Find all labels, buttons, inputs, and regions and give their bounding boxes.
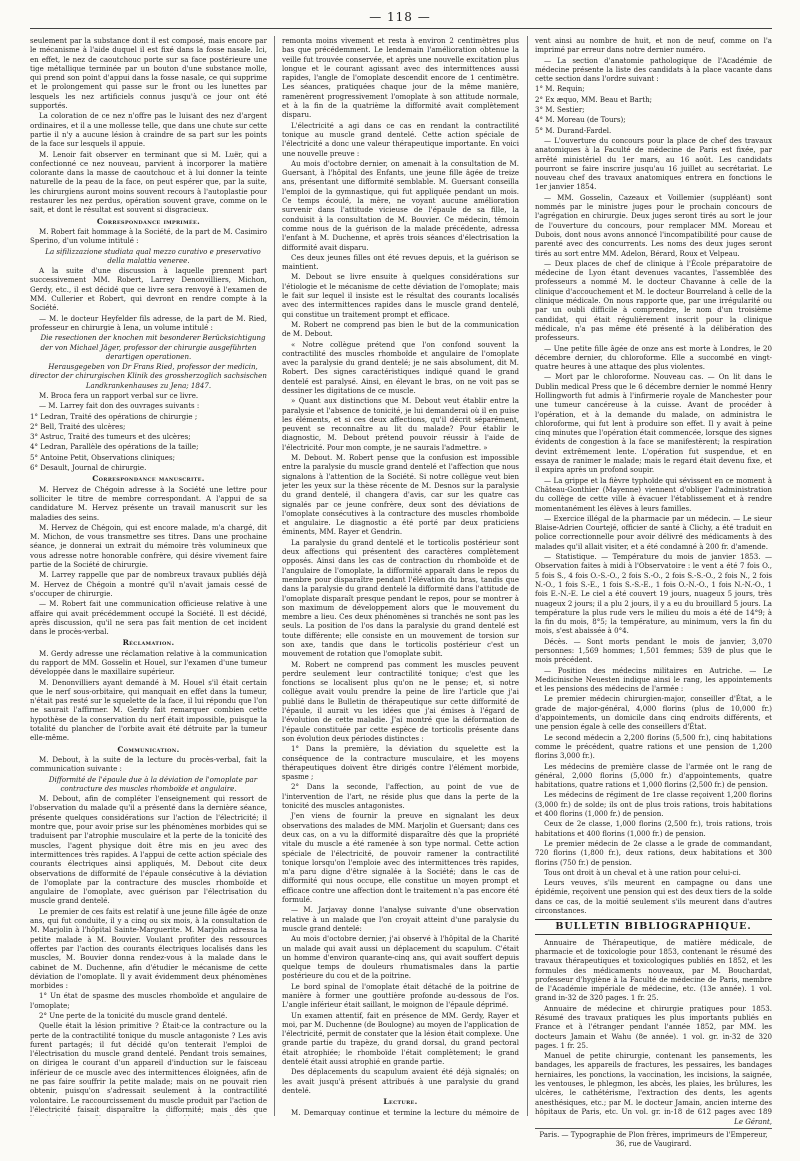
gerant-signature: Le Gérant, xyxy=(734,1118,772,1126)
book-title: La sifilizzazione studiata qual mezzo curativo e preservativo della malattia veneree. xyxy=(45,246,261,265)
paragraph: M. Hervez de Chégoin, qui est encore malade, m'a chargé, dit M. Michon, de vous transmettre ses titres. Dans une prochaine séance, je donnerai un extrait du mémoire très volumineux que vous adresse notre honorable confrère, qui désire vivement faire partie de la Société de chirurgie. xyxy=(30,522,267,570)
list-item: 5° M. Durand-Fardel. xyxy=(535,125,612,135)
paragraph: M. Lenoir fait observer en terminant que si M. Luër, qui a confectionné ce nez nouveau, parvient à incorporer la matière colorante dans la masse de caoutchouc et à lui donner la teinte naturelle de la peau de la face, on peut espérer que, par la suite, les chirurgiens auront moins souvent recours à l'autoplastie pour restaurer les nez perdus, opération souvent grave, comme on le sait, et dont le résultat est souvent si disgracieux. xyxy=(30,149,267,215)
bulletin-heading: BULLETIN BIBLIOGRAPHIQUE. xyxy=(535,919,772,934)
paragraph: M. Demarquay continue et termine la lecture du mémoire de xyxy=(291,1107,519,1116)
paragraph: 1° Dans la première, la déviation du squelette est la conséquence de la contracture musculaire, et les moyens thérapeutiques doivent être dirigés contre l'élément morbide, spasme ; xyxy=(282,744,519,782)
paragraph: — M. Robert fait une communication officieuse relative à une affaire qui avait précédemment occupé la Société. Il est décidé, après discussion, qu'il ne sera pas fait mention de cet incident dans le procès-verbal. xyxy=(30,599,267,637)
paragraph: 2° Une perte de la tonicité du muscle grand dentelé. xyxy=(39,1010,228,1020)
paragraph: A la suite d'une discussion à laquelle prennent part successivement MM. Robert, Larrey Denonvilliers, Michon, Gerdy, etc., il est décidé que ce livre sera renvoyé à l'examen de MM. Cullerier et Robert, qui devront en rendre compte à la Société. xyxy=(30,266,267,313)
paragraph: « Notre collègue prétend que l'on confond souvent la contractilité des muscles rhomboïde et angulaire de l'omoplate avec la paralysie du grand dentelé; je ne sais absolument, dit M. Robert. Des signes caractéristiques indiqué quand le grand dentelé est paralysé. Ainsi, en élevant le bras, on ne voit pas se dessiner les digitations de ce muscle. xyxy=(282,339,519,395)
paragraph: — Deux places de chef de clinique à l'École préparatoire de médecine de Lyon étant devenues vacantes, l'assemblée des professeurs a nommé M. le docteur Chavanne à celle de la clinique d'accouchement et M. le docteur Bourreland à celle de la clinique médicale. On nous rapporte que, par une irrégularité ou par un oubli difficile à comprendre, le nom d'un troisième candidat, qui était régulièrement inscrit pour la clinique médicale, n'a pas même été présenté à la délibération des professeurs. xyxy=(535,258,772,343)
paragraph: M. Denonvilliers ayant demandé à M. Houel s'il était certain que le nerf sous-orbitaire, qui manquait en effet dans la tumeur, n'était pas resté sur le squelette de la face, il lui répondu que l'on ne saurait l'affirmer. M. Gerdy fait remarquer combien cette hypothèse de la conservation du nerf était impossible, puisque la totalité du plancher de l'orbite avait été détruite par la tumeur elle-même. xyxy=(30,677,267,743)
paragraph: — Une petite fille âgée de onze ans est morte à Londres, le 20 décembre dernier, du chloroforme. Elle a succombé en vingt-quatre heures à une attaque des plus violentes. xyxy=(535,343,772,372)
paragraph: Annuaire de médecine et chirurgie pratiques pour 1853. Résumé des travaux pratiques les plus importants publiés en France et à l'étranger pendant l'année 1852, par MM. les docteurs Jamain et Wahu (8e année). 1 vol. gr. in-32 de 320 pages. 1 fr. 25. xyxy=(535,1003,772,1050)
section-heading-correspondance-imprimee: Correspondance imprimée. xyxy=(96,216,201,226)
paragraph: La paralysie du grand dentelé et le torticolis postérieur sont deux affections qui présentent des caractères complètement opposés. Ainsi dans les cas de contraction du rhomboïde et de l'angulaire de l'omoplate, la difformité apparaît dans le repos du membre pour disparaître pendant l'élévation du bras, tandis que dans la paralysie du grand dentelé la difformité dans l'attitude de l'omoplate disparaît presque pendant le repos, pour se montrer à son maximum de développement alors que le mouvement du membre a lieu. Ces deux phénomènes si tranchés ne sont pas les seuls. La position de l'os dans la paralysie du grand dentelé est toute différente; elle consiste en un mouvement de torsion sur son axe, tandis que dans le torticolis postérieur c'est un mouvement de rotation que l'omoplate subit. xyxy=(282,537,519,659)
paragraph: M. Debout, afin de compléter l'enseignement qui ressort de l'observation du malade qu'il a présenté dans la dernière séance, présente quelques considérations sur l'action de l'électricité; il montre que, pour avoir prise sur les phénomènes morbides qui se traduisent par l'atrophie musculaire et la perte de la tonicité des muscles, l'agent physique doit être mis en jeu avec des intermittences très rapides. A l'appui de cette action spéciale des courants électriques ainsi appliqués, M. Debout cite deux observations de difformité de l'épaule consécutive à la déviation de l'omoplate par la contracture des muscles rhomboïde et angulaire de l'omoplate, avec guérison par l'électrisation du muscle grand dentelé. xyxy=(30,794,267,906)
column-divider xyxy=(274,36,275,1116)
printer-imprint: Paris. — Typographie de Plon frères, imprimeurs de l'Empereur, 36, rue de Vaugirard. xyxy=(539,1131,768,1148)
column-middle xyxy=(282,36,519,1116)
paragraph: Le second médecin a 2,200 florins (5,500 fr.), cinq habitations comme le précédent, quatre rations et une pension de 1,200 florins 3,000 fr.). xyxy=(535,732,772,761)
column-divider xyxy=(527,36,528,1116)
list-item: 5° Antoine Petit, Observations cliniques; xyxy=(30,452,175,462)
section-heading-reclamation: Réclamation. xyxy=(122,638,175,648)
footer-rule xyxy=(535,1128,772,1129)
list-item: 3° M. Sestier; xyxy=(535,105,585,115)
list-item: 4° M. Moreau (de Tours); xyxy=(535,115,626,125)
communication-title: Difformité de l'épaule due à la déviation de l'omoplate par contracture des muscles rhomboïde et angulaire. xyxy=(48,774,258,793)
paragraph: vent ainsi au nombre de huit, et non de neuf, comme on l'a imprimé par erreur dans notre dernier numéro. xyxy=(535,36,772,55)
paragraph: Ceux de 2e classe, 1,000 florins (2,500 fr.), trois rations, trois habitations et 400 florins (1,000 fr.) de pension. xyxy=(535,819,772,838)
paragraph: Au mois d'octobre dernier, j'ai observé à l'hôpital de la Charité un malade qui avait aussi un déplacement du scapulum. C'était un homme d'environ quarante-cinq ans, qui avait souffert depuis quelque temps de douleurs rhumatismales dans la partie postérieure du cou et de la poitrine. xyxy=(282,934,519,981)
paragraph: — MM. Gosselin, Cazeaux et Voillemier (suppléant) sont nommés par le ministre juges pour le prochain concours de l'agrégation en chirurgie. Deux juges seront tirés au sort le jour de l'ouverture du concours, pour remplacer MM. Moreau et Dubois, dont nous avons annoncé l'incompatibilité pour cause de parenté avec des concurrents. Les noms des deux juges seront tirés au sort entre MM. Adelon, Bérard, Roux et Velpeau. xyxy=(535,192,772,258)
paragraph: Quelle était la lésion primitive ? Était-ce la contracture ou la perte de la contractilité tonique du muscle antagoniste ? Les avis furent partagés; il fut décidé qu'on tenterait l'emploi de l'électrisation du muscle grand dentelé. Pendant trois semaines, on dirigea le courant d'un appareil d'induction sur le faisceau inférieur de ce muscle avec des intermittences éloignées, afin de ne pas faire souffrir la petite malade; mais on ne pouvait rien obtenir, puisqu'on s'adressait seulement à la contractilité volontaire. Le raccourcissement du muscle produit par l'action de l'électricité faisait disparaître la difformité; mais dès que xyxy=(30,1021,267,1114)
paragraph: L'électricité a agi dans ce cas en rendant la contractilité tonique au muscle grand dentelé. Cette action spéciale de l'électricité a donc une valeur thérapeutique importante. En voici une nouvelle preuve : xyxy=(282,120,519,158)
paragraph: Annuaire de Thérapeutique, de matière médicale, de pharmacie et de toxicologie pour 1853, contenant le résumé des travaux thérapeutiques et toxicologiques publiés en 1852, et les formules des médicaments nouveaux, par M. Bouchardat, professeur d'hygiène à la Faculté de médecine de Paris, membre de l'Académie impériale de médecine, etc. (13e année). 1 vol. grand in-32 de 320 pages. 1 fr. 25. xyxy=(535,937,772,1003)
paragraph: Tous ont droit à un cheval et à une ration pour celui-ci. xyxy=(544,867,741,877)
paragraph: — La grippe et la fièvre typhoïde qui sévissent en ce moment à Château-Gonthier (Mayenne) viennent d'obliger l'administration du collège de cette ville à évacuer l'établissement et à rendre momentanément les élèves à leurs familles. xyxy=(535,475,772,513)
paragraph: M. Robert fait hommage à la Société, de la part de M. Casimiro Sperino, d'un volume intitulé : xyxy=(30,226,267,246)
paragraph: 2° Dans la seconde, l'affection, au point de vue de l'intervention de l'art, ne réside plus que dans la perte de la tonicité des muscles antagonistes. xyxy=(282,782,519,811)
list-item: 6° Desault, Journal de chirurgie. xyxy=(30,463,147,473)
paragraph: seulement par la substance dont il est composé, mais encore par le mécanisme à l'aide duquel il est fixé dans la fosse nasale. Ici, en effet, le nez de caoutchouc porte sur sa face postérieure une tige métallique terminée par un bouton d'une substance molle, qui prend son point d'appui dans la fosse nasale, ce qui supprime et le prolongement qui passe sur le front ou les lunettes par lesquels les nez artificiels connus jusqu'à ce jour ont été supportés. xyxy=(30,36,267,111)
column-right xyxy=(535,36,772,1116)
paragraph: Leurs veuves, s'ils meurent en campagne ou dans une épidémie, reçoivent une pension qui est des deux tiers de la solde dans ce cas, de la moitié seulement s'ils meurent dans d'autres circonstances. xyxy=(535,878,772,916)
paragraph: Les médecins de première classe de l'armée ont le rang de général, 2,000 florins (5,000 fr.) d'appointements, quatre habitations, quatre rations et 1,000 florins (2,500 fr.) de pension. xyxy=(535,761,772,790)
paragraph: M. Debout, à la suite de la lecture du procès-verbal, fait la communication suivante : xyxy=(30,754,267,774)
paragraph: M. Robert ne comprend pas comment les muscles peuvent perdre seulement leur contractilité tonique; c'est que les fonctions se localisent plus qu'on ne le pense; et, si notre collègue avait voulu prendre la peine de lire l'article que j'ai publié dans le Bulletin de thérapeutique sur cette difformité de l'épaule, il aurait vu les idées que j'ai émises à l'égard de l'évolution de cette maladie. J'ai montré que la déformation de l'épaule constituée par cette espèce de torticolis présente dans son évolution deux périodes distinctes : xyxy=(282,659,519,743)
page-number: — 118 — xyxy=(369,10,431,24)
header-rule xyxy=(30,28,772,29)
paragraph: Les médecins de régiment de 1re classe reçoivent 1,200 florins (3,000 fr.) de solde; ils ont de plus trois rations, trois habitations et 400 florins (1,000 fr.) de pension. xyxy=(535,790,772,819)
paragraph: Décès. — Sont morts pendant le mois de janvier, 3,070 personnes: 1,569 hommes; 1,501 femmes; 539 de plus que le mois précédent. xyxy=(535,636,772,665)
paragraph: — M. le docteur Heyfelder fils adresse, de la part de M. Ried, professeur en chirurgie à Iena, un volume intitulé : xyxy=(30,313,267,332)
paragraph: — M. Larrey fait don des ouvrages suivants : xyxy=(39,401,200,411)
paragraph: — M. Jarjavay donne l'analyse suivante d'une observation relative à un malade que l'on croyait atteint d'une paralysie du muscle grand dentelé: xyxy=(282,905,519,933)
paragraph: Le premier médecin de 2e classe a le grade de commandant, 720 florins (1,800 fr.), deux rations, deux habitations et 300 florins (750 fr.) de pension. xyxy=(535,838,772,867)
paragraph: 1° Un état de spasme des muscles rhomboïde et angulaire de l'omoplate; xyxy=(30,991,267,1010)
section-heading-correspondance-manuscrite: Correspondance manuscrite. xyxy=(92,474,205,484)
list-item: 4° Ledran, Parallèle des opérations de la taille; xyxy=(30,442,199,452)
paragraph: Le bord spinal de l'omoplate était détaché de la poitrine de manière à former une gouttière profonde au-dessous de l'os. L'angle inférieur était saillant, le moignon de l'épaule déprimé. xyxy=(282,981,519,1010)
paragraph: Ces deux jeunes filles ont été revues depuis, et la guérison se maintient. xyxy=(282,252,519,272)
section-heading-lecture: Lecture. xyxy=(383,1097,418,1107)
paragraph: M. Gerdy adresse une réclamation relative à la communication du rapport de MM. Gosselin et Houel, sur l'examen d'une tumeur développée dans le maxillaire supérieur. xyxy=(30,648,267,677)
paragraph: Le premier médecin chirurgien-major, conseiller d'État, a le grade de major-général, 4,000 florins (plus de 10,000 fr.) d'appointements, un domicile dans cinq endroits différents, et une pension égale à celle des conseillers d'État. xyxy=(535,694,772,732)
paragraph: — Mort par le chloroforme. Nouveau cas. — On lit dans le Dublin medical Press que le 6 décembre dernier le nommé Henry Hollingworth fut admis à l'infirmerie royale de Manchester pour une tumeur cancéreuse à la cuisse. Avant de procéder à l'opération, et à la demande du malade, on administra le chloroforme, qui fut lent à produire son effet. Il y avait à peine cinq minutes que l'opération était commencée, lorsque des signes évidents de congestion à la face se manifestèrent; la respiration devint extrêmement lente. L'opération fut suspendue, et en essaya de ranimer le malade; mais le regard était devenu fixe, et il expira après un profond soupir. xyxy=(535,372,772,475)
list-item: 1° M. Requin; xyxy=(535,84,585,94)
paragraph: M. Hervez de Chégoin adresse à la Société une lettre pour solliciter le titre de membre correspondant. A l'appui de sa candidature M. Hervez présente un travail manuscrit sur les maladies des seins. xyxy=(30,484,267,522)
paragraph: Le premier de ces faits est relatif à une jeune fille âgée de onze ans, qui fut conduite, il y a cinq ou six mois, à la consultation de M. Marjolin à l'hôpital Sainte-Marguerite. M. Marjolin adressa la petite malade à M. Bouvier. Voulant profiter des ressources offertes par l'action des courants électriques localisés dans les muscles, M. Bouvier donna rendez-vous à la malade dans le cabinet de M. Duchenne, afin d'étudier le mécanisme de cette déviation de l'omoplate. Il y avait évidemment deux phénomènes morbides : xyxy=(30,906,267,991)
paragraph: — Position des médecins militaires en Autriche. — Le Medicinische Neuesten indique ainsi le rang, les appointements et les pensions des médecins de l'armée : xyxy=(535,665,772,694)
paragraph: — La section d'anatomie pathologique de l'Académie de médecine présente la liste des candidats à la place vacante dans cette section dans l'ordre suivant : xyxy=(535,55,772,84)
paragraph: Manuel de petite chirurgie, contenant les pansements, les bandages, les appareils de fractures, les pessaires, les bandages herniaires, les ponctions, la vaccination, les incisions, la saignée, les ventouses, le phlegmon, les abcès, les plaies, les brûlures, les ulcères, le cathétérisme, l'extraction des dents, les agents anesthésiques, etc.; par M. le docteur Jamain, ancien interne des hôpitaux de Paris, etc. Un vol. gr. in-18 de 612 pages avec 189 xyxy=(535,1051,772,1116)
paragraph: Au mois d'octobre dernier, on amenait à la consultation de M. Guersant, à l'hôpital des Enfants, une jeune fille âgée de treize ans, présentant une difformité semblable. M. Guersant conseilla l'emploi de la gymnastique, qui fut appliquée pendant un mois. Ce temps écoulé, la mère, ne voyant aucune amélioration survenir dans l'attitude vicieuse de l'épaule de sa fille, la conduisit à la consultation de M. Bouvier. Ce médecin, témoin comme nous de la guérison de la malade précédente, adressa l'enfant à M. Duchenne, et après trois séances d'électrisation la difformité avait disparu. xyxy=(282,158,519,252)
list-item: 3° Astruc, Traité des tumeurs et des ulcères; xyxy=(30,432,191,442)
paragraph: J'en viens de fournir la preuve en signalant les deux observations des malades de MM. Marjolin et Guersant; dans ces deux cas, on a vu la difformité disparaître dès que la propriété vitale du muscle a été ramenée à son type normal. Cette action spéciale de l'électricité, de pouvoir ramener la contractilité tonique lorsqu'on l'emploie avec des intermittences très rapides, m'a paru digne d'être signalée à la Société; dans le cas de difformité qui nous occupe, elle constitue un moyen prompt et efficace contre une affection dont le traitement n'a pas encore été formulé. xyxy=(282,811,519,905)
paragraph: Des déplacements du scapulum avaient été déjà signalés; on les avait jusqu'à présent attribués à une paralysie du grand dentelé. xyxy=(282,1067,519,1095)
book-title: Herausgegeben von Dr Frans Ried, professor der medicin, director der chirurgischen Klinik des grossherzoglich sachsischen Landkrankenhauses zu Jena; 1847. xyxy=(30,362,267,390)
paragraph: M. Debout se livre ensuite à quelques considérations sur l'étiologie et le mécanisme de cette déviation de l'omoplate; mais le fait sur lequel il insiste est le résultat des courants localisés avec des intermittences rapides dans le muscle grand dentelé, qui constitue un traitement prompt et efficace. xyxy=(282,272,519,319)
paragraph: M. Robert ne comprend pas bien le but de la communication de M. Debout. xyxy=(282,319,519,339)
paragraph: La coloration de ce nez n'offre pas le luisant des nez d'argent ordinaires, et il a une mollesse telle, que dans une chute sur cette partie il n'y a aucune lésion à craindre de sa part sur les points de la face sur lesquels il appuie. xyxy=(30,111,267,149)
list-item: 2° Ex æquo, MM. Beau et Barth; xyxy=(535,94,652,104)
paragraph: M. Broca fera un rapport verbal sur ce livre. xyxy=(39,390,199,400)
paragraph: — Statistique. — Température du mois de janvier 1853. — Observation faites à midi à l'Observatoire : le vent a été 7 fois O., 5 fois S., 4 fois O.-S.-O., 2 fois S.-O., 2 fois S.-S.-O., 2 fois N., 2 fois N.-O., 1 fois S.-E., 1 fois S.-S.-E., 1 fois O.-N.-O., 1 fois N.-N.-O., 1 fois E.-N.-E. Le ciel a été couvert 19 jours, nuageux 5 jours, très nuageux 2 jours; il a plu 2 jours, il y a eu du brouillard 5 jours. La température la plus rude vers le milieu du mois a été de 14°9; à la fin du mois, 8°5; la température, au minimum, vers la fin du mois, s'est abaissée à 0°4. xyxy=(535,552,772,636)
paragraph: Un examen attentif, fait en présence de MM. Gerdy, Rayer et moi, par M. Duchenne (de Boulogne) au moyen de l'application de l'électricité, permit de constater que la lésion était complexe. Une grande partie du trapèze, du grand dorsal, du grand pectoral était atrophiée; le rhomboïde l'était complètement; le grand dentelé était aussi atrophié en grande partie. xyxy=(282,1010,519,1067)
section-heading-communication: Communication. xyxy=(117,744,180,754)
paragraph: remonta moins vivement et resta à environ 2 centimètres plus bas que précédemment. Le lendemain l'amélioration obtenue la veille fut trouvée conservée, et après une nouvelle excitation plus longue et le courant agissant avec des intermittences aussi rapides, l'angle de l'omoplate descendit encore de 1 centimètre. Les séances, pratiquées chaque jour de la même manière, ramenèrent progressivement l'omoplate à son attitude normale, et à la fin de la quatrième la difformité avait complètement disparu. xyxy=(282,36,519,120)
list-item: 1° Ledran, Traité des opérations de chirurgie ; xyxy=(30,411,198,421)
list-item: 2° Bell, Traité des ulcères; xyxy=(30,421,126,431)
paragraph: — L'ouverture du concours pour la place de chef des travaux anatomiques à la Faculté de médecine de Paris est fixée, par arrêté ministériel du 1er mars, au 16 août. Les candidats pourront se faire inscrire jusqu'au 16 juillet au secrétariat. Le nouveau chef des travaux anatomiques entrera en fonctions le 1er janvier 1854. xyxy=(535,135,772,192)
paragraph: — Exercice illégal de la pharmacie par un médecin. — Le sieur Blaise-Adrien Courtejé, officier de santé à Clichy, a été traduit en police correctionnelle pour avoir délivré des médicaments à des malades qu'il allait visiter, et a été condamné à 200 fr. d'amende. xyxy=(535,513,772,551)
paragraph: » Quant aux distinctions que M. Debout veut établir entre la paralysie et l'absence de tonicité, je lui demanderai où il en puise les éléments, et si ces deux affections, qu'il décrit séparément, peuvent se reconnaître au lit du malade? Pour établir le diagnostic, M. Debout prétend pouvoir réussir à l'aide de l'électricité. Pour mon compte, je ne saurais l'admettre. » xyxy=(282,396,519,452)
paragraph: M. Larrey rappelle que par de nombreux travaux publiés déjà M. Hervez de Chégoin a montré qu'il n'avait jamais cessé de s'occuper de chirurgie. xyxy=(30,570,267,598)
paragraph: M. Debout. M. Robert pense que la confusion est impossible entre la paralysie du muscle grand dentelé et l'affection que nous signalons à l'attention de la Société. Si notre collègue veut bien jeter les yeux sur la thèse récente de M. Desnos sur la paralysie du grand dentelé, il changera d'avis, car sur les quatre cas signalés par ce jeune confrère, deux sont des déviations de l'omoplate consécutives à la contracture des muscles rhomboïde et angulaire. Le diagnostic a été porté par deux praticiens éminents, MM. Rayer et Gendrin. xyxy=(282,453,519,537)
column-left xyxy=(30,36,267,1116)
book-title: Die resectionen der knochen mit besonderer Berücksichtigung der von Michael Jäger, professor der chirurgie ausgeführten derartigen operationen. xyxy=(40,333,266,361)
